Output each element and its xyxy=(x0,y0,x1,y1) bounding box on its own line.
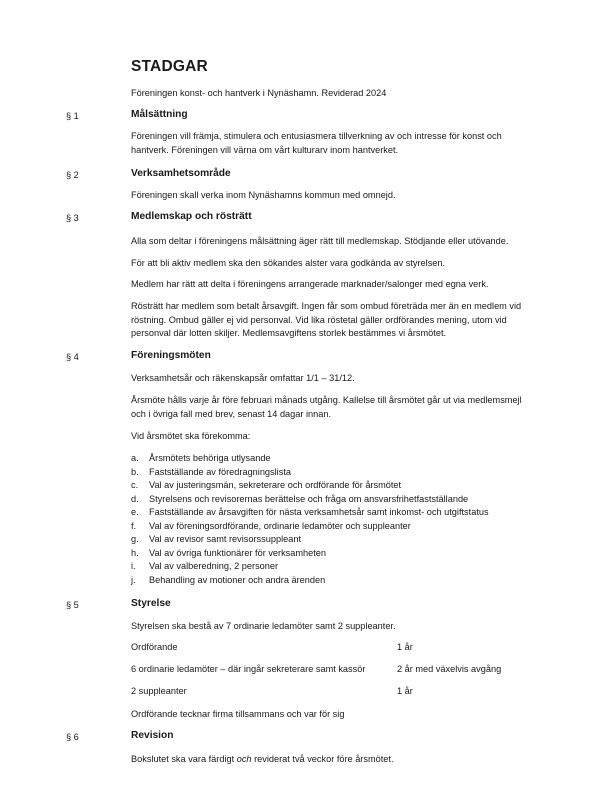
paragraph: För att bli aktiv medlem ska den sökandes alster vara godkända av styrelsen. xyxy=(131,258,446,268)
paragraph: Föreningen vill främja, stimulera och entusiasmera tillverkning av och intresse för konst och hantverk. Föreningen vill värna om vårt kulturarv inom hantverket. xyxy=(131,131,502,155)
paragraph: Vid årsmötet ska förekomma: xyxy=(131,431,251,441)
paragraph: Medlem har rätt att delta i föreningens arrangerade marknader/salonger med egna verk. xyxy=(131,279,489,289)
list-letter: j. xyxy=(131,574,136,585)
list-text: Val av revisor samt revisorssuppleant xyxy=(149,534,301,544)
list-text: Styrelsens och revisorernas berättelse och fråga om ansvarsfrihetfastställande xyxy=(149,493,469,504)
section-number: § 6 xyxy=(66,732,79,742)
list-letter: h. xyxy=(131,547,139,558)
page-subtitle: Föreningen konst- och hantverk i Nynäshamn. Reviderad 2024 xyxy=(131,88,387,98)
board-term: 1 år xyxy=(397,642,413,652)
section-number: § 4 xyxy=(66,352,79,362)
section-number: § 3 xyxy=(66,213,79,223)
paragraph: Styrelsen ska bestå av 7 ordinarie ledamöter samt 2 suppleanter. xyxy=(131,621,396,631)
section-number: § 1 xyxy=(66,111,79,121)
section-heading: Revision xyxy=(131,730,174,741)
list-letter: e. xyxy=(131,507,139,517)
list-letter: a. xyxy=(131,453,139,463)
list-letter: b. xyxy=(131,466,139,477)
list-text: Årsmötets behöriga utlysande xyxy=(149,453,271,463)
list-text: Fastställande av årsavgiften för nästa verksamhetsår samt inkomst- och utgiftstatus xyxy=(149,507,489,517)
section-heading: Verksamhetsområde xyxy=(131,168,231,179)
section-heading: Föreningsmöten xyxy=(131,350,211,361)
board-term: 2 år med växelvis avgång xyxy=(397,664,502,674)
section-heading: Medlemskap och rösträtt xyxy=(131,211,252,222)
paragraph: Föreningen skall verka inom Nynäshamns kommun med omnejd. xyxy=(131,190,396,200)
list-text: Val av valberedning, 2 personer xyxy=(149,561,279,571)
section-number: § 5 xyxy=(66,600,79,610)
paragraph xyxy=(131,753,526,767)
list-text: Behandling av motioner och andra ärenden xyxy=(149,574,326,585)
list-letter: g. xyxy=(131,534,139,544)
paragraph-text: Bokslutet ska vara färdigt xyxy=(131,754,237,764)
board-role: Ordförande xyxy=(131,642,178,652)
board-term: 1 år xyxy=(397,686,413,696)
paragraph-text: reviderat två veckor före årsmötet. xyxy=(251,754,394,764)
board-role: 2 suppleanter xyxy=(131,686,187,696)
section-heading: Målsättning xyxy=(131,109,188,120)
paragraph: Rösträtt har medlem som betalt årsavgift. Ingen får som ombud företräda mer än en medlem vid röstning. Ombud gäller ej vid personval. Vid lika röstetal gäller ordförandes mening, utom vid personval där lotten skiljer. Medlemsavgiftens storlek bestämmes vi årsmötet. xyxy=(131,301,522,338)
section-heading: Styrelse xyxy=(131,598,171,609)
list-text: Val av föreningsordförande, ordinarie ledamöter och suppleanter xyxy=(149,520,411,531)
board-role: 6 ordinarie ledamöter – där ingår sekreterare samt kassör xyxy=(131,664,366,674)
paragraph: Alla som deltar i föreningens målsättning äger rätt till medlemskap. Stödjande eller utövande. xyxy=(131,236,509,246)
list-text: Fastställande av föredragningslista xyxy=(149,466,291,477)
list-letter: d. xyxy=(131,493,139,504)
paragraph: Ordförande tecknar firma tillsammans och var för sig xyxy=(131,709,345,719)
emphasis-text: och xyxy=(236,754,252,764)
paragraph: Årsmöte hålls varje år före februari månads utgång. Kallelse till årsmötet går ut via medlemsmejl och i övriga fall med brev, senast 14 dagar innan. xyxy=(131,395,522,419)
list-letter: i. xyxy=(131,561,136,571)
list-letter: f. xyxy=(131,520,137,531)
list-letter: c. xyxy=(131,480,139,490)
list-text: Val av övriga funktionärer för verksamheten xyxy=(149,547,327,558)
page-title: STADGAR xyxy=(131,58,208,75)
paragraph: Verksamhetsår och räkenskapsår omfattar 1/1 – 31/12. xyxy=(131,373,355,383)
section-number: § 2 xyxy=(66,170,79,180)
list-text: Val av justeringsmän, sekreterare och ordförande för årsmötet xyxy=(149,480,402,490)
